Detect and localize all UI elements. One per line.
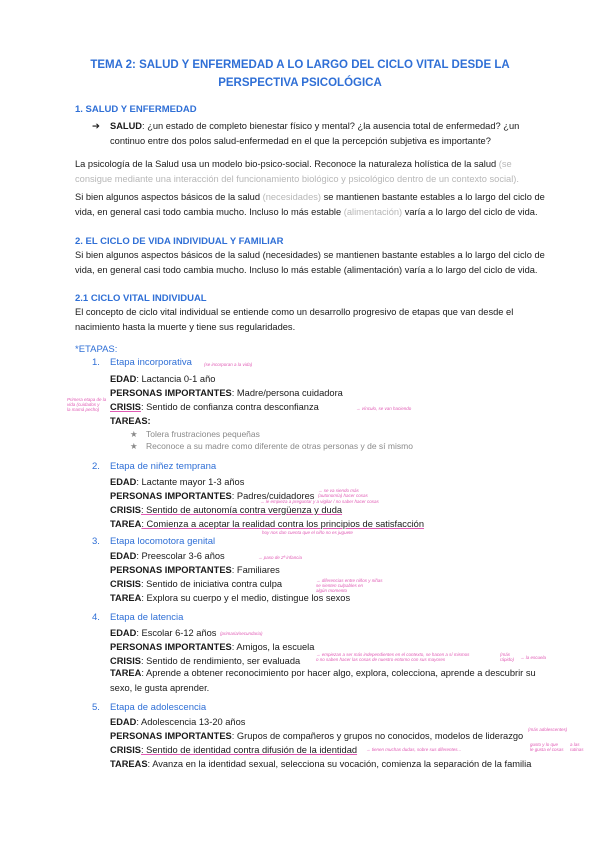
stage-name: Etapa incorporativa [110,357,192,368]
field-value: : Madre/persona cuidadora [231,388,343,398]
handwritten-note: → le empieza a preguntar y a vigilar / no saber hacer cosas [260,499,379,504]
star-bullet-icon: ★ [130,429,138,439]
stage-number: 1. [92,357,100,368]
section-1-heading: 1. SALUD Y ENFERMEDAD [75,104,197,115]
note-line: → empiezan a ser más independientes en el contexto, se hacen a sí mismos [316,652,470,657]
note-line: gusto y lo que [530,742,559,747]
field-label: CRISIS [110,745,141,755]
stage-5-tareas [110,758,550,771]
tarea-text: Reconoce a su madre como diferente de otras personas y de sí mismo [146,441,413,451]
stage-3-title [92,536,215,547]
field-value: : Avanza en la identidad sexual, selecciona su vocación, comienza la separación de la familia [147,759,532,769]
field-label: PERSONAS IMPORTANTES [110,565,232,575]
field-value: : Explora su cuerpo y el medio, distingue los sexos [141,593,351,603]
note-line: se sienten culpables en [316,583,364,588]
section-1-paragraph-2 [75,190,545,220]
field-label: CRISIS [110,402,141,412]
stage-5-crisis [110,744,550,757]
paragraph-text: varía a lo largo del ciclo de vida. [404,207,538,217]
title-line-1: TEMA 2: SALUD Y ENFERMEDAD A LO LARGO DEL CICLO VITAL DESDE LA [90,59,510,71]
field-label: TAREA [110,519,142,529]
stage-name: Etapa de latencia [110,612,184,623]
stage-number: 5. [92,702,100,713]
stage-1-tareas [110,415,550,428]
section-2-heading: 2. EL CICLO DE VIDA INDIVIDUAL Y FAMILIAR [75,236,284,247]
stage-4-title [92,612,183,623]
handwritten-note [530,742,564,752]
stage-number: 2. [92,461,100,472]
field-label: PERSONAS IMPORTANTES [110,491,232,501]
note-line: le gusta el cosas [530,747,564,752]
section-1-paragraph-1 [75,157,545,187]
field-label: TAREA [110,668,142,678]
field-value: : Sentido de iniciativa contra culpa [141,579,283,589]
field-label: CRISIS [110,656,141,666]
section-2-paragraph: Si bien algunos aspectos básicos de la salud (necesidades) se mantienen bastante estables a lo largo del ciclo de vida, en general casi todo cambia mucho. Incluso lo más estable (alimentación) varía a lo largo del ciclo de vida. [75,250,545,275]
salud-bullet [92,119,547,149]
field-value: : Sentido de confianza contra desconfianza [141,402,319,412]
handwritten-note: (más adolescentes) [528,727,568,732]
note-line: Primera etapa de la [67,397,107,402]
handwritten-note [520,655,546,660]
note-line: → se va siendo más [318,488,359,493]
note-line: rápido) [500,657,515,662]
stage-1-title [92,357,192,368]
field-value: : Escolar 6-12 años [136,628,217,638]
field-value: : Sentido de autonomía contra vergüenza y duda [141,505,343,515]
field-value: : Padres/cuidadores [231,491,315,501]
stage-1-personas [110,387,550,400]
section-2-1-paragraph: El concepto de ciclo vital individual se entiende como un desarrollo progresivo de etapas que van desde el nacimiento hasta la muerte y tiene sus regularidades. [75,307,514,332]
note-line: a las [570,742,580,747]
handwritten-note: (primaria/secundaria) [220,631,263,636]
field-value: : Grupos de compañeros y grupos no conocidos, modelos de liderazgo [231,731,524,741]
field-value: : Lactancia 0-1 año [136,374,216,384]
paragraph-text: La psicología de la Salud usa un modelo bio-psico-social. Reconoce la naturaleza holística de la salud [75,159,497,169]
paragraph-text: Si bien algunos aspectos básicos de la salud [75,192,261,202]
handwritten-note [316,578,383,593]
stage-5-personas [110,730,550,743]
tarea-item [130,441,413,451]
field-value: : Comienza a aceptar la realidad contra los principios de satisfacción [141,519,425,529]
handwritten-note: hoy nos dan cuenta que el niño no es juguete [262,530,353,535]
field-value: : Familiares [231,565,280,575]
stage-4-tarea [110,666,540,696]
paragraph-gray-text: (se consigue mediante una interacción del funcionamiento biológico y psicológico dentro de un contexto social). [75,159,519,184]
stage-4-edad [110,627,550,640]
stage-name: Etapa locomotora genital [110,536,216,547]
star-bullet-icon: ★ [130,441,138,451]
field-label: EDAD [110,717,137,727]
stage-3-personas [110,564,550,577]
handwritten-note: → tienen muchas dudas, sobre sus diferentes... [366,747,462,752]
field-label: TAREAS: [110,416,151,426]
paragraph-gray-text: (alimentación) [343,207,403,217]
note-line: la escuela [525,655,547,660]
page-title [80,56,520,92]
field-label: TAREAS [110,759,148,769]
handwritten-note [316,652,469,662]
title-line-2: PERSPECTIVA PSICOLÓGICA [218,77,382,89]
field-label: EDAD [110,628,137,638]
stage-1-edad [110,373,550,386]
stage-3-tarea [110,592,550,605]
etapas-heading: *ETAPAS: [75,344,118,355]
field-value: : Sentido de identidad contra difusión de la identidad [141,745,358,755]
note-line: rutinas [570,747,584,752]
handwritten-note [570,742,584,752]
field-value: : Amigos, la escuela [231,642,315,652]
stage-2-title [92,461,216,472]
handwritten-note [318,488,368,498]
field-value: : Aprende a obtener reconocimiento por hacer algo, explora, colecciona, aprende a descubrir su sexo, le gusta aprender. [110,668,536,693]
stage-number: 3. [92,536,100,547]
note-line: la mamá pecho) [67,407,100,412]
field-value: : Preescolar 3-6 años [136,551,225,561]
note-line: (autonomía) hacer cosas [318,493,368,498]
field-label: EDAD [110,374,137,384]
stage-5-edad [110,716,550,729]
field-value: : Adolescencia 13-20 años [136,717,246,727]
note-line: o no saben hacer las cosas de nuestro entorno con sus mayores [316,657,446,662]
field-label: PERSONAS IMPORTANTES [110,642,232,652]
field-label: EDAD [110,477,137,487]
note-line: vida (cuidados y [67,402,100,407]
stage-name: Etapa de adolescencia [110,702,207,713]
tarea-text: Tolera frustraciones pequeñas [146,429,260,439]
handwritten-note: → vínculo, se van haciendo [356,406,412,411]
stage-1-crisis [110,401,550,414]
arrow-bullet-icon: ➔ [92,121,100,131]
field-label: CRISIS [110,579,141,589]
salud-text: : ¿un estado de completo bienestar físico y mental? ¿la ausencia total de enfermedad? ¿un continuo entre dos polos salud-enfermedad en el que la percepción subjetiva es importante? [110,121,520,146]
stage-number: 4. [92,612,100,623]
note-line: → diferencias entre niños y niñas [316,578,383,583]
field-label: PERSONAS IMPORTANTES [110,731,232,741]
handwritten-note [500,652,514,662]
salud-label: SALUD [110,121,143,131]
note-line: (más [500,652,510,657]
stage-name: Etapa de niñez temprana [110,461,217,472]
tarea-item [130,429,260,439]
field-label: PERSONAS IMPORTANTES [110,388,232,398]
note-line: algún momento [316,588,348,593]
handwritten-note: → paso de 2ª infancia [258,555,302,560]
field-label: CRISIS [110,505,141,515]
field-value: : Sentido de rendimiento, ser evaluada [141,656,301,666]
paragraph-gray-text: (necesidades) [262,192,322,202]
handwritten-note [67,397,106,412]
field-value: : Lactante mayor 1-3 años [136,477,245,487]
stage-3-edad [110,550,550,563]
handwritten-note: (se incorporan a la vida) [204,362,253,367]
field-label: TAREA [110,593,142,603]
stage-5-title [92,702,206,713]
field-label: EDAD [110,551,137,561]
stage-2-crisis [110,504,550,517]
note-line: → [520,655,525,660]
section-2-1-heading: 2.1 CICLO VITAL INDIVIDUAL [75,293,207,304]
paragraph-text: se mantienen bastante estables a lo largo del ciclo de vida, en general casi todo cambia mucho. Incluso lo más estable [75,192,545,217]
